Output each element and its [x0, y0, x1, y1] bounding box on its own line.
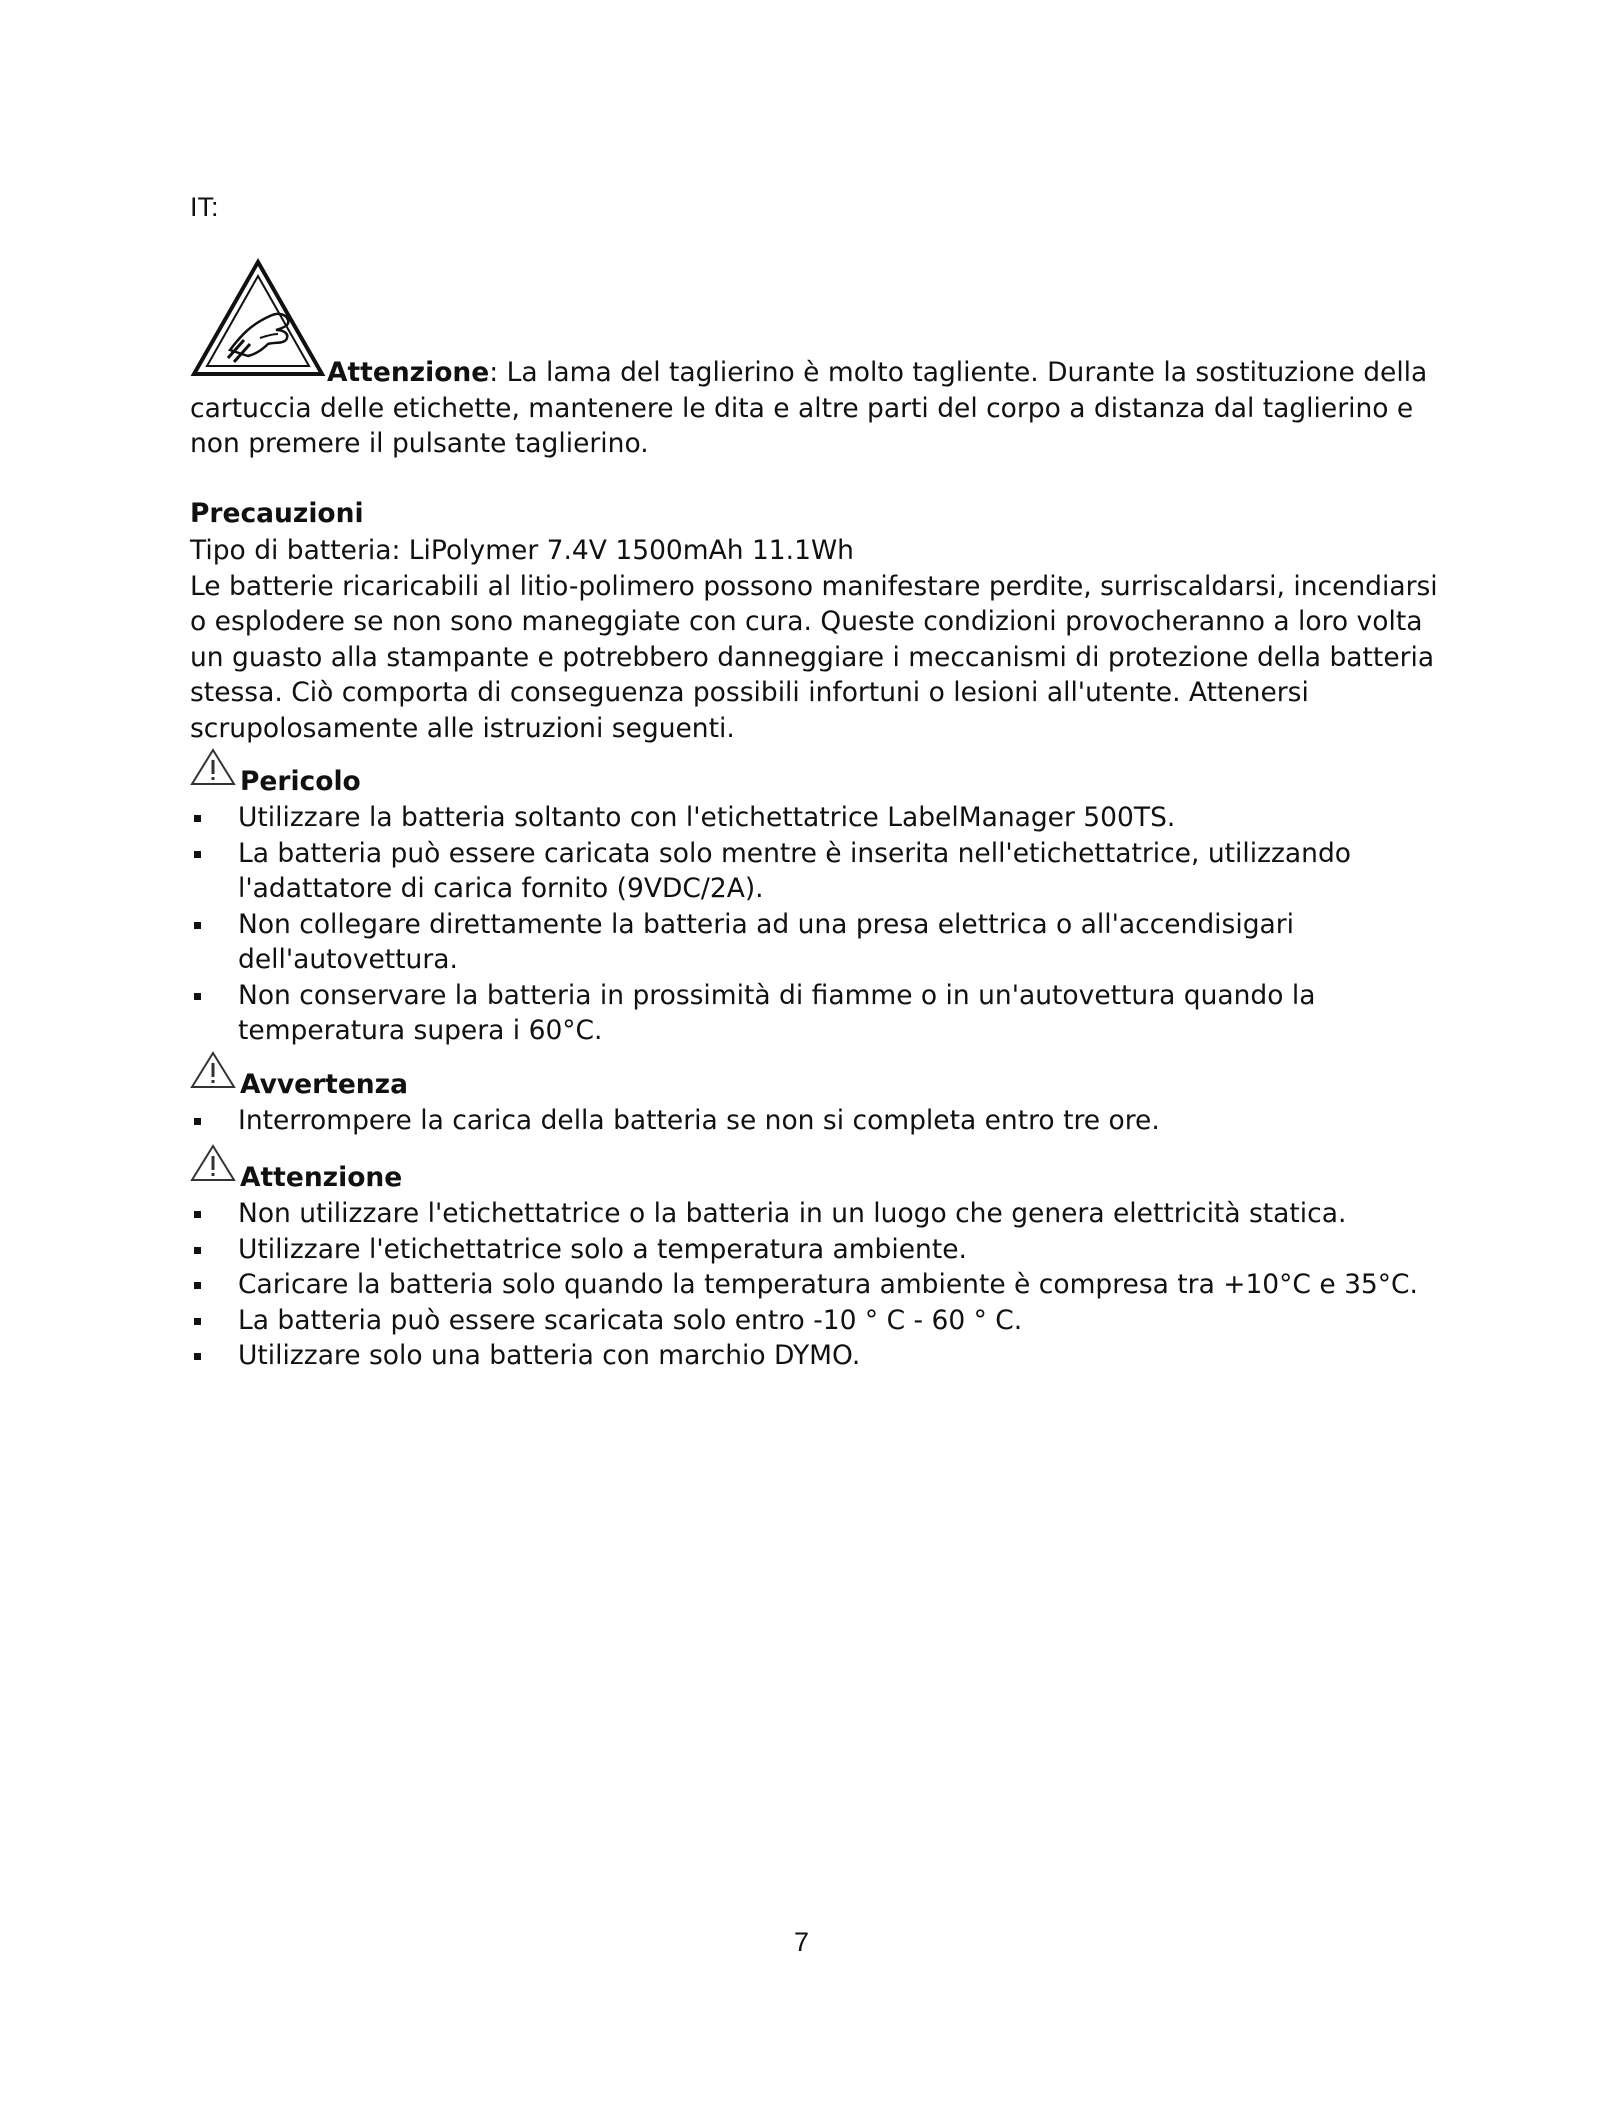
warning-label: Attenzione: [327, 357, 490, 388]
danger-title: Pericolo: [240, 766, 361, 797]
list-item: Caricare la batteria solo quando la temperatura ambiente è compresa tra +10°C e 35°C.: [190, 1267, 1450, 1303]
list-item: Utilizzare l'etichettatrice solo a temperatura ambiente.: [190, 1232, 1450, 1268]
precautions-heading: Precauzioni: [190, 498, 364, 529]
page-number: 7: [794, 1927, 810, 1957]
danger-list: [190, 800, 1450, 1049]
warning-triangle-icon: [190, 1051, 236, 1089]
list-item: La batteria può essere caricata solo mentre è inserita nell'etichettatrice, utilizzando l'adattatore di carica fornito (9VDC/2A).: [190, 836, 1450, 907]
list-item: Non utilizzare l'etichettatrice o la batteria in un luogo che genera elettricità statica.: [190, 1196, 1450, 1232]
list-item: Non collegare direttamente la batteria ad una presa elettrica o all'accendisigari dell'autovettura.: [190, 907, 1450, 978]
warning-text: : La lama del taglierino è molto tagliente. Durante la sostituzione della cartuccia delle etichette, mantenere le dita e altre parti del corpo a distanza dal taglierino e non premere il pulsante taglierino.: [190, 357, 1428, 459]
list-item: Interrompere la carica della batteria se non si completa entro tre ore.: [190, 1103, 1450, 1139]
precautions-body: [190, 533, 1450, 746]
list-item: La batteria può essere scaricata solo entro -10 ° C - 60 ° C.: [190, 1303, 1450, 1339]
language-code: IT:: [190, 192, 219, 222]
list-item: Non conservare la batteria in prossimità di fiamme o in un'autovettura quando la temperatura supera i 60°C.: [190, 978, 1450, 1049]
caution-title: Attenzione: [240, 1162, 403, 1193]
battery-type: Tipo di batteria: LiPolymer 7.4V 1500mAh 11.1Wh: [190, 535, 854, 566]
list-item: Utilizzare la batteria soltanto con l'etichettatrice LabelManager 500TS.: [190, 800, 1450, 836]
warning-triangle-icon: [190, 748, 236, 786]
warning-triangle-icon: [190, 1144, 236, 1182]
list-item: Utilizzare solo una batteria con marchio DYMO.: [190, 1338, 1450, 1374]
caution-list: [190, 1196, 1450, 1374]
precautions-text: Le batterie ricaricabili al litio-polimero possono manifestare perdite, surriscaldarsi, incendiarsi o esplodere se non sono maneggiate con cura. Queste condizioni provocheranno a loro volta un guasto alla stampante e potrebbero danneggiare i meccanismi di protezione della batteria stessa. Ciò comporta di conseguenza possibili infortuni o lesioni all'utente. Attenersi scrupolosamente alle istruzioni seguenti.: [190, 570, 1438, 744]
warning-list: [190, 1103, 1450, 1139]
warning-title: Avvertenza: [240, 1069, 408, 1100]
cutter-warning-paragraph: [190, 355, 1450, 462]
